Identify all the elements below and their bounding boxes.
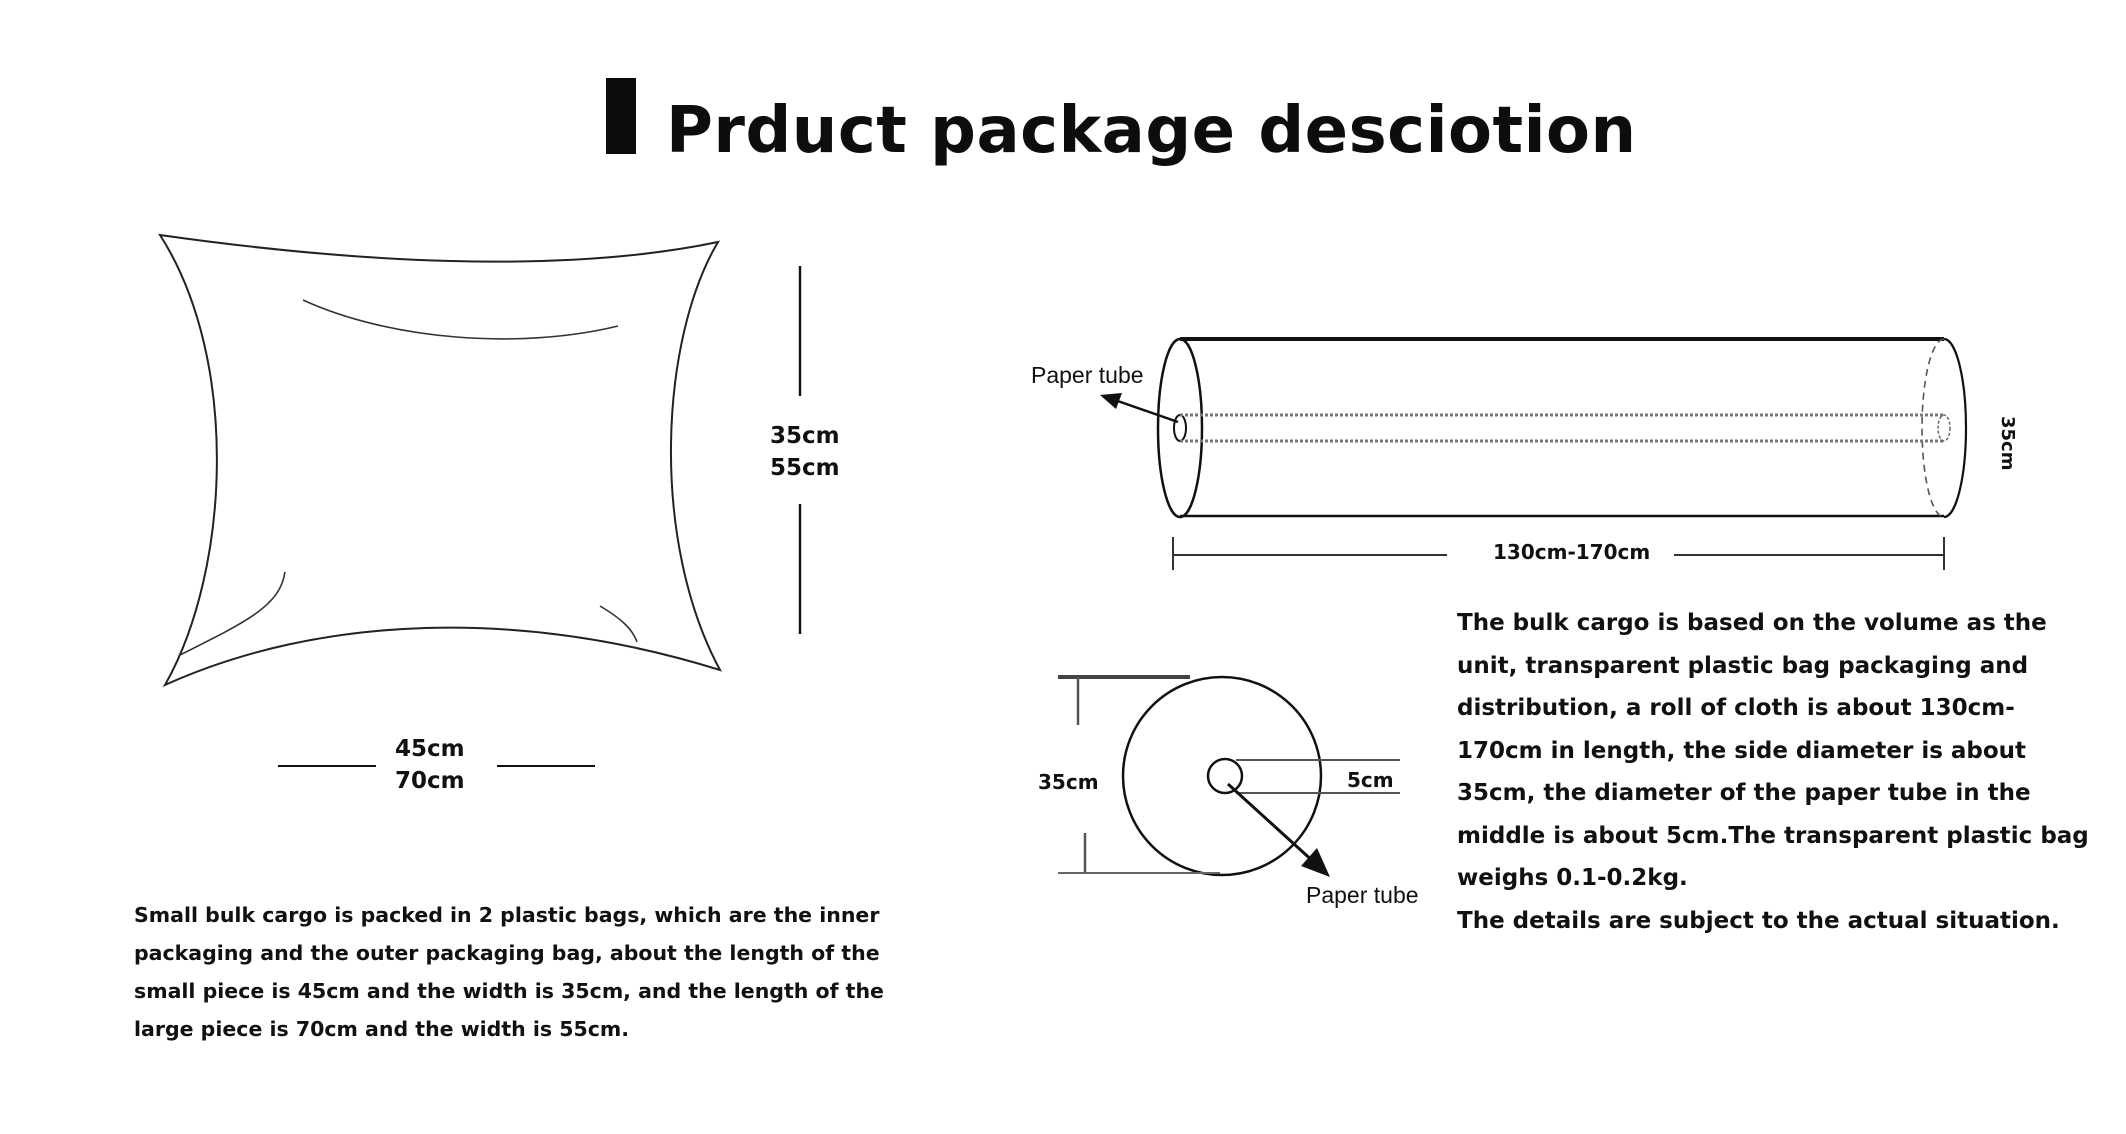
pillow-height-large: 55cm xyxy=(770,455,840,481)
pillow-height-labels xyxy=(770,420,840,484)
roll-description xyxy=(1457,602,2097,942)
roll-side-diameter-label: 35cm xyxy=(1997,416,2018,471)
pillow-description xyxy=(134,896,894,1048)
tube-diameter-label: 5cm xyxy=(1347,768,1394,792)
roll-description-text: The bulk cargo is based on the volume as the unit, transparent plastic bag packaging and distribution, a roll of cloth is about 130cm-170cm in length, the side diameter is about 35cm, the diameter of the paper tube in the middle is about 5cm.The transparent plastic bag weighs 0.1-0.2kg. xyxy=(1457,610,2089,891)
paper-tube-label-cross: Paper tube xyxy=(1306,882,1419,908)
pillow-height-small: 35cm xyxy=(770,423,840,449)
fabric-roll-side-view xyxy=(1158,339,1966,517)
fabric-roll-cross-section xyxy=(1123,677,1321,875)
roll-length-label: 130cm-170cm xyxy=(1493,540,1651,564)
pillow-width-small: 45cm xyxy=(395,736,465,762)
pillow-description-text: Small bulk cargo is packed in 2 plastic bags, which are the inner packaging and the outer packaging bag, about the length of the small piece is 45cm and the width is 35cm, and the length of the large piece is 70cm and the width is 55cm. xyxy=(134,903,884,1041)
pillow-crease-top xyxy=(303,300,618,339)
paper-tube-label-side: Paper tube xyxy=(1031,362,1144,388)
pillow-bag-outline xyxy=(160,235,720,685)
cross-section-diameter-label: 35cm xyxy=(1038,770,1099,794)
paper-tube-arrow-top xyxy=(1112,399,1178,422)
paper-tube-arrowhead-top xyxy=(1100,393,1122,409)
pillow-width-large: 70cm xyxy=(395,768,465,794)
pillow-width-labels xyxy=(395,733,465,797)
pillow-crease-right xyxy=(600,606,637,642)
paper-tube-arrow-bottom xyxy=(1228,784,1316,864)
roll-description-note: The details are subject to the actual situation. xyxy=(1457,907,2060,934)
page-title: Prduct package desciotion xyxy=(666,94,1637,168)
